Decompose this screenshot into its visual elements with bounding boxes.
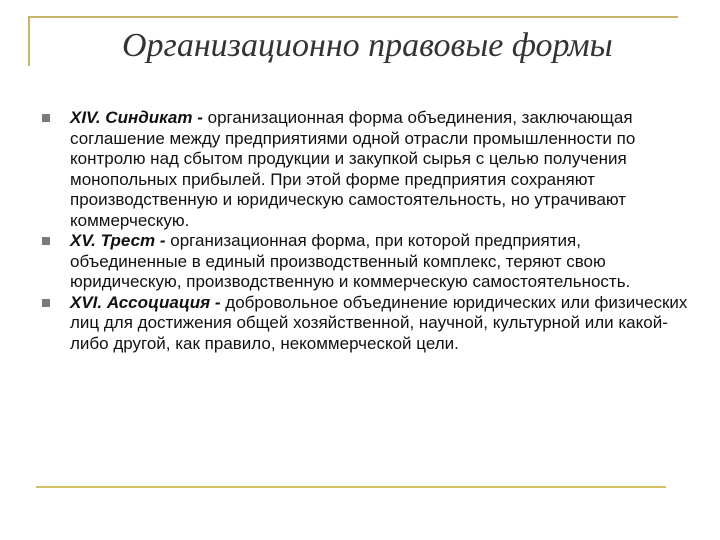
square-bullet-icon [42,237,50,245]
list-item-association [40,293,690,355]
frame-top-line [28,16,678,18]
frame-left-line [28,16,30,66]
bullet-list [40,108,690,354]
frame-bottom-line [36,486,666,488]
slide-title: Организационно правовые формы [122,27,613,64]
definition-trust: организационная форма, при которой предприятия, объединенные в единый производственный комплекс, теряют свою юридическую, производственную и коммерческую самостоятельность. [70,231,631,291]
term-syndicate: XIV. Синдикат - [70,108,203,127]
term-association: XVI. Ассоциация - [70,292,221,312]
list-item-trust [40,231,690,293]
definition-association: добровольное объединение юридических или физических лиц для достижения общей хозяйственной, научной, культурной или какой-либо другой, как правило, некоммерческой цели. [70,292,688,353]
definition-syndicate: организационная форма объединения, заключающая соглашение между предприятиями одной отрасли промышленности по контролю над сбытом продукции и закупкой сырья с целью получения монопольных прибылей. При этой форме предприятия сохраняют производственную и юридическую самостоятельность, но утрачивают коммерческую. [70,108,636,230]
square-bullet-icon [42,114,50,122]
term-trust: XV. Трест - [70,231,166,250]
list-item-syndicate [40,108,690,231]
square-bullet-icon [42,299,50,307]
